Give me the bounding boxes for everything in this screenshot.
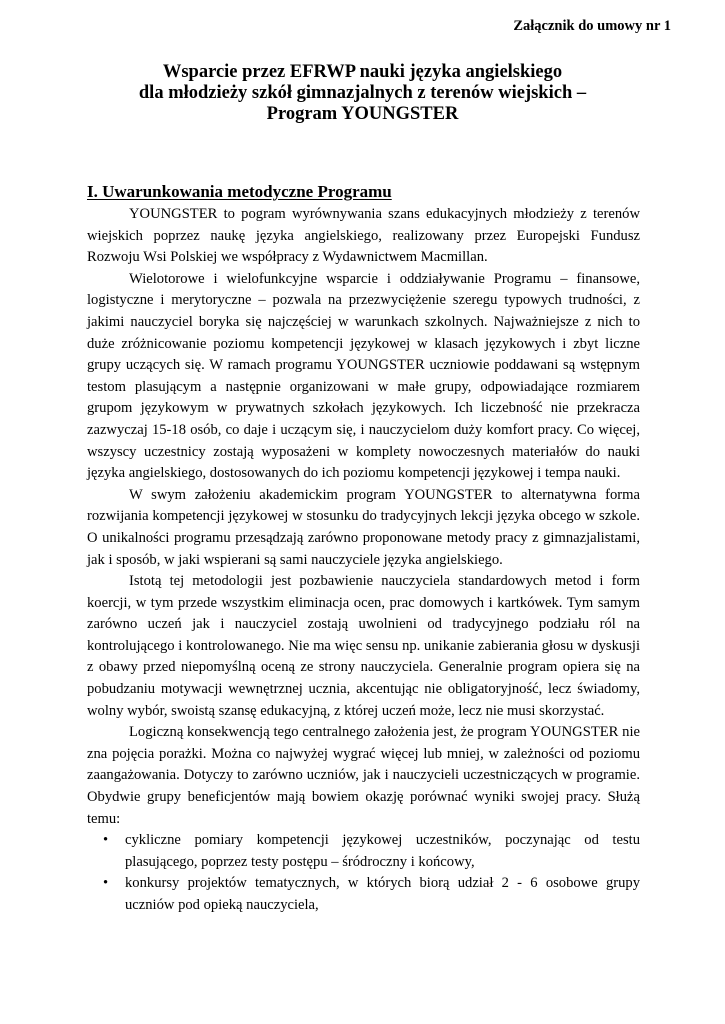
title-line-2: dla młodzieży szkół gimnazjalnych z terenów wiejskich – bbox=[138, 83, 587, 103]
bullet-icon: • bbox=[103, 875, 109, 892]
bullet-list bbox=[87, 830, 640, 916]
section-body bbox=[87, 204, 640, 917]
annex-label: Załącznik do umowy nr 1 bbox=[513, 18, 671, 34]
title-line-3: Program YOUNGSTER bbox=[266, 104, 459, 124]
list-item bbox=[87, 830, 640, 873]
title-line-1: Wsparcie przez EFRWP nauki języka angielskiego bbox=[162, 62, 563, 82]
document-title bbox=[60, 62, 665, 125]
paragraph-3: W swym założeniu akademickim program YOUNGSTER to alternatywna forma rozwijania kompetencji językowej w stosunku do tradycyjnych lekcji języka obcego w szkole. O unikalności programu przesądzają zarówno proponowane metody pracy z gimnazjalistami, jak i sposób, w jaki wspierani są sami nauczyciele języka angielskiego. bbox=[87, 486, 640, 568]
paragraph-1: YOUNGSTER to pogram wyrównywania szans edukacyjnych młodzieży z terenów wiejskich poprzez naukę języka angielskiego, realizowany przez Europejski Fundusz Rozwoju Wsi Polskiej we współpracy z Wydawnictwem Macmillan. bbox=[87, 206, 640, 266]
list-item-text: konkursy projektów tematycznych, w których biorą udział 2 - 6 osobowe grupy uczniów pod opieką nauczyciela, bbox=[125, 875, 640, 913]
list-item-text: cykliczne pomiary kompetencji językowej uczestników, poczynając od testu plasującego, poprzez testy postępu – śródroczny i końcowy, bbox=[125, 832, 640, 870]
list-item bbox=[87, 873, 640, 916]
bullet-icon: • bbox=[103, 832, 109, 849]
paragraph-4: Istotą tej metodologii jest pozbawienie nauczyciela standardowych metod i form koercji, w tym przede wszystkim eliminacja ocen, prac domowych i kartkówek. Tym samym zarówno uczeń jak i nauczyciel zostają uwolnieni od tradycyjnego podziału ról na kontrolującego i kontrolowanego. Nie ma więc sensu np. unikanie zabierania głosu w dyskusji z obawy przed niepomyślną oceną ze strony nauczyciela. Generalnie program opiera się na pobudzaniu motywacji wewnętrznej ucznia, akcentując nie obligatoryjność, lecz świadomy, wolny wybór, swoistą szansę edukacyjną, z której uczeń może, lecz nie musi skorzystać. bbox=[87, 573, 640, 719]
section-heading: I. Uwarunkowania metodyczne Programu bbox=[87, 182, 392, 201]
paragraph-5: Logiczną konsekwencją tego centralnego założenia jest, że program YOUNGSTER nie zna pojęcia porażki. Można co najwyżej wygrać więcej lub mniej, w zależności od poziomu zaangażowania. Dotyczy to zarówno uczniów, jak i nauczycieli uczestniczących w programie. Obydwie grupy beneficjentów mają bowiem okazję porównać wyniki swojej pracy. Służą temu: bbox=[87, 724, 640, 827]
paragraph-2: Wielotorowe i wielofunkcyjne wsparcie i oddziaływanie Programu – finansowe, logistyczne i merytoryczne – pozwala na przezwyciężenie szeregu typowych trudności, z jakimi nauczyciel boryka się najczęściej w warunkach szkolnych. Najważniejsze z nich to duże zróżnicowanie poziomu kompetencji językowej w klasach językowych i zbyt liczne grupy uczących się. W ramach programu YOUNGSTER uczniowie poddawani są wstępnym testom plasującym a następnie organizowani w małe grupy, odpowiadające rozmiarem grupom językowym w prywatnych szkołach językowych. Ich liczebność nie przekracza zazwyczaj 15-18 osób, co daje i uczącym się, i nauczycielom duży komfort pracy. Co więcej, wszyscy uczestnicy zostają wyposażeni w komplety nowoczesnych materiałów do nauki języka angielskiego, dostosowanych do ich poziomu kompetencji językowej i tempa nauki. bbox=[87, 270, 640, 482]
